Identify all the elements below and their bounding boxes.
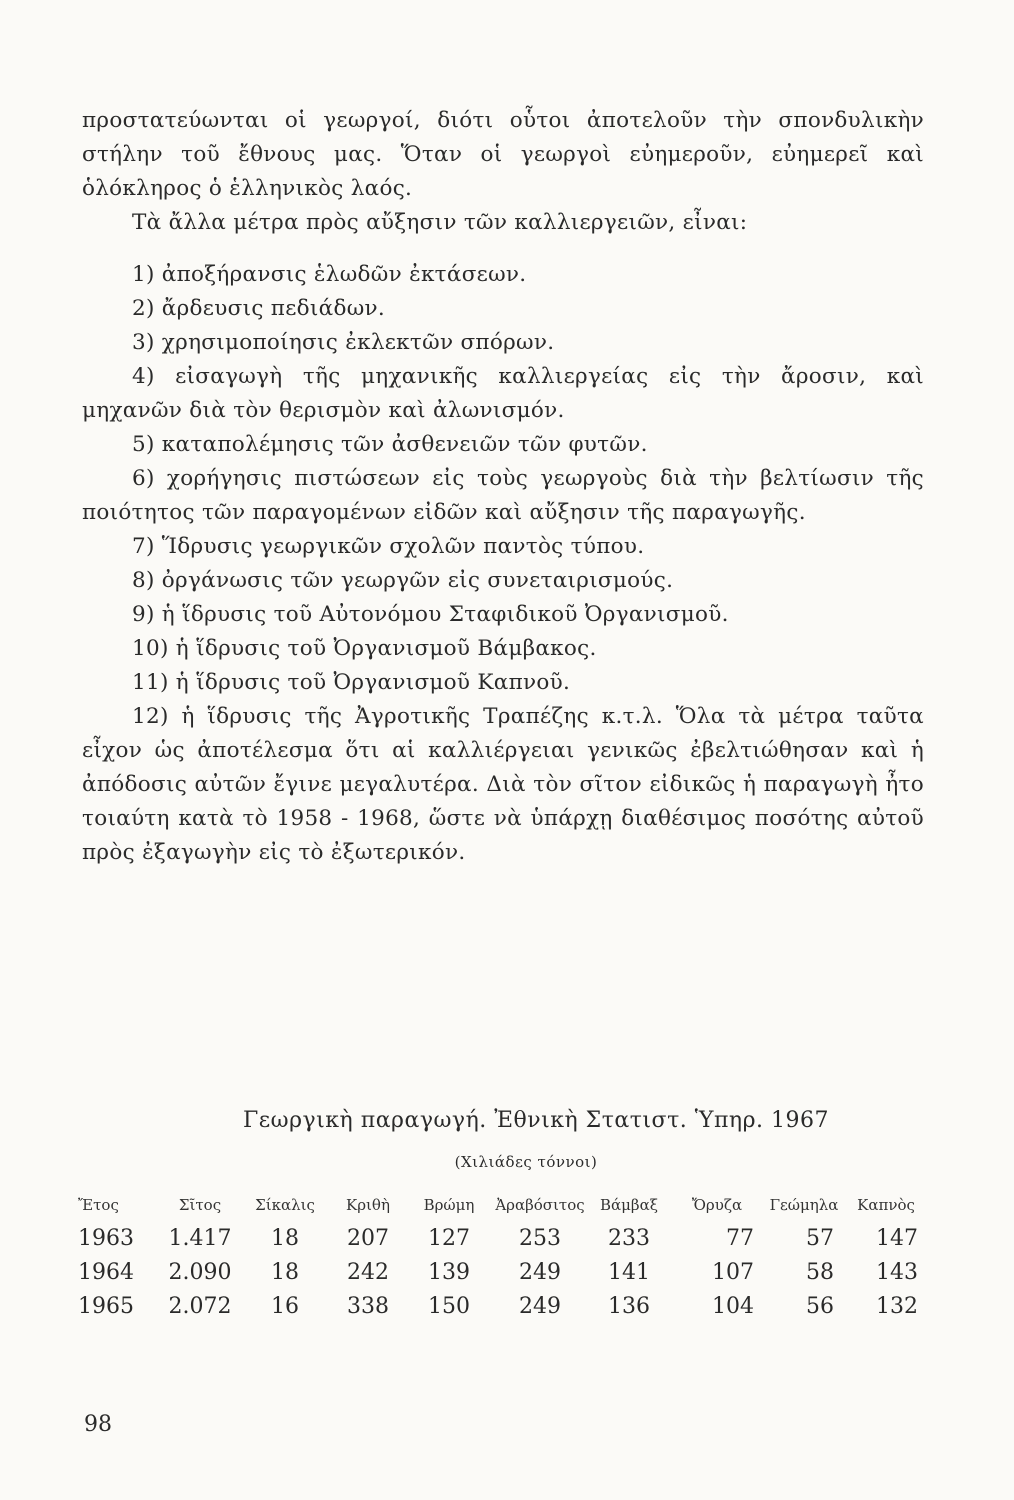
cell-value: 104	[712, 1294, 754, 1319]
measure-item: 7) Ἵδρυσις γεωργικῶν σχολῶν παντὸς τύπου.	[132, 534, 645, 559]
cell-value: 233	[608, 1226, 650, 1251]
header-oats: Βρώμη	[423, 1196, 475, 1214]
production-table-block	[78, 1108, 934, 1324]
cell-value: 56	[806, 1294, 834, 1319]
page-number: 98	[84, 1412, 112, 1437]
paragraph-measures-intro: Τὰ ἄλλα μέτρα πρὸς αὔξησιν τῶν καλλιεργειῶν, εἶναι:	[132, 210, 748, 235]
measure-item: 4) εἰσαγωγὴ τῆς μηχανικῆς καλλιεργείας εἰς τὴν ἄροσιν, καὶ μηχανῶν διὰ τὸν θερισμὸν καὶ ἀλωνισμόν.	[82, 364, 924, 423]
measure-item: 3) χρησιμοποίησις ἐκλεκτῶν σπόρων.	[132, 330, 555, 355]
cell-value: 338	[347, 1294, 389, 1319]
paragraph-intro: προστατεύωνται οἱ γεωργοί, διότι οὗτοι ἀποτελοῦν τὴν σπονδυλικὴν στήλην τοῦ ἔθνους μας. Ὅταν οἱ γεωργοὶ εὐημεροῦν, εὐημερεῖ καὶ ὁλόκληρος ὁ ἑλληνικὸς λαός.	[82, 108, 924, 201]
cell-value: 242	[347, 1260, 389, 1285]
cell-value: 141	[608, 1260, 650, 1285]
cell-value: 2.072	[168, 1294, 232, 1319]
cell-year: 1964	[78, 1260, 134, 1285]
cell-value: 18	[271, 1226, 299, 1251]
header-cotton: Βάμβαξ	[600, 1196, 658, 1214]
measure-item: 10) ἡ ἵδρυσις τοῦ Ὀργανισμοῦ Βάμβακος.	[132, 636, 597, 661]
cell-value: 16	[271, 1294, 299, 1319]
header-barley: Κριθὴ	[346, 1196, 390, 1214]
header-rye: Σίκαλις	[255, 1196, 315, 1214]
header-tobacco: Καπνὸς	[857, 1196, 915, 1214]
cell-year: 1965	[78, 1294, 134, 1319]
table-subtitle: (Χιλιάδες τόννοι)	[454, 1153, 598, 1171]
cell-value: 207	[347, 1226, 389, 1251]
cell-value: 147	[876, 1226, 918, 1251]
table-row	[78, 1222, 928, 1256]
cell-value: 107	[712, 1260, 754, 1285]
measure-item: 6) χορήγησις πιστώσεων εἰς τοὺς γεωργοὺς διὰ τὴν βελτίωσιν τῆς ποιότητος τῶν παραγομένων εἰδῶν καὶ αὔξησιν τῆς παραγωγῆς.	[82, 466, 924, 525]
measure-item: 5) καταπολέμησις τῶν ἀσθενειῶν τῶν φυτῶν.	[132, 432, 648, 457]
header-rice: Ὄρυζα	[691, 1196, 743, 1214]
table-row	[78, 1290, 928, 1324]
cell-value: 150	[428, 1294, 470, 1319]
table-header-row	[78, 1193, 928, 1222]
header-year: Ἔτος	[78, 1196, 119, 1214]
header-maize: Ἀραβόσιτος	[495, 1196, 585, 1214]
table-row	[78, 1256, 928, 1290]
cell-value: 139	[428, 1260, 470, 1285]
cell-value: 77	[726, 1226, 754, 1251]
body-text	[82, 104, 924, 870]
production-table	[78, 1193, 928, 1324]
cell-value: 143	[876, 1260, 918, 1285]
measure-item: 9) ἡ ἵδρυσις τοῦ Αὐτονόμου Σταφιδικοῦ Ὀργανισμοῦ.	[132, 602, 729, 627]
cell-value: 58	[806, 1260, 834, 1285]
table-title: Γεωργικὴ παραγωγή. Ἐθνικὴ Στατιστ. Ὑπηρ. 1967	[243, 1108, 829, 1133]
cell-value: 57	[806, 1226, 834, 1251]
cell-value: 132	[876, 1294, 918, 1319]
header-wheat: Σῖτος	[178, 1196, 222, 1214]
cell-value: 249	[519, 1260, 561, 1285]
cell-value: 136	[608, 1294, 650, 1319]
measure-item: 11) ἡ ἵδρυσις τοῦ Ὀργανισμοῦ Καπνοῦ.	[132, 670, 571, 695]
cell-value: 253	[519, 1226, 561, 1251]
measure-item: 8) ὀργάνωσις τῶν γεωργῶν εἰς συνεταιρισμούς.	[132, 568, 674, 593]
cell-value: 18	[271, 1260, 299, 1285]
cell-value: 127	[428, 1226, 470, 1251]
measure-item: 12) ἡ ἵδρυσις τῆς Ἀγροτικῆς Τραπέζης κ.τ.λ. Ὅλα τὰ μέτρα ταῦτα εἶχον ὡς ἀποτέλεσμα ὅτι αἱ καλλιέργειαι γενικῶς ἐβελτιώθησαν καὶ ἡ ἀπόδοσις αὐτῶν ἔγινε μεγαλυτέρα. Διὰ τὸν σῖτον εἰδικῶς ἡ παραγωγὴ ἦτο τοιαύτη κατὰ τὸ 1958 - 1968, ὥστε νὰ ὑπάρχῃ διαθέσιμος ποσότης αὐτοῦ πρὸς ἐξαγωγὴν εἰς τὸ ἐξωτερικόν.	[82, 704, 924, 865]
measure-item: 2) ἄρδευσις πεδιάδων.	[132, 296, 386, 321]
cell-value: 2.090	[168, 1260, 232, 1285]
header-potatoes: Γεώμηλα	[769, 1196, 839, 1214]
cell-year: 1963	[78, 1226, 134, 1251]
cell-value: 249	[519, 1294, 561, 1319]
cell-value: 1.417	[168, 1226, 232, 1251]
measure-item: 1) ἀποξήρανσις ἑλωδῶν ἐκτάσεων.	[132, 262, 527, 287]
